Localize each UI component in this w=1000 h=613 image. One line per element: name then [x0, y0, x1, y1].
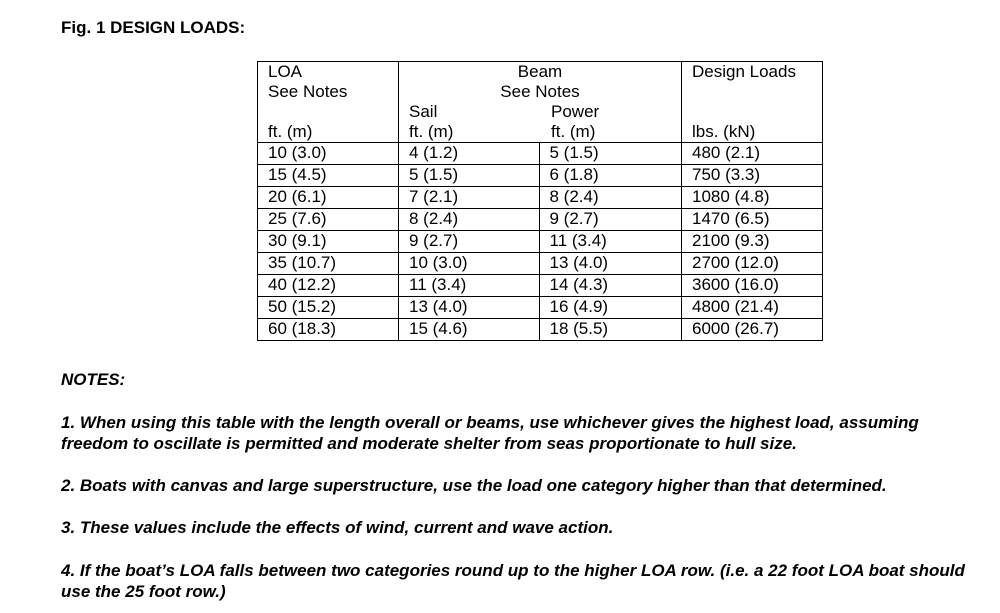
power-cell: 13 (4.0) — [539, 253, 682, 275]
load-cell: 3600 (16.0) — [682, 275, 823, 297]
loads-unit: lbs. (kN) — [682, 122, 823, 143]
sail-cell: 10 (3.0) — [399, 253, 540, 275]
notes-title: NOTES: — [61, 370, 126, 389]
loa-cell: 35 (10.7) — [258, 253, 399, 275]
note-item: 4. If the boat’s LOA falls between two categories round up to the higher LOA row. (i.e. a 22 foot LOA boat should use the 25 foot row.) — [61, 561, 965, 601]
table-row — [258, 165, 823, 187]
power-cell: 8 (2.4) — [539, 187, 682, 209]
load-cell: 750 (3.3) — [682, 165, 823, 187]
table-row — [258, 297, 823, 319]
table-header-row-1 — [258, 62, 823, 103]
sail-cell: 9 (2.7) — [399, 231, 540, 253]
load-cell: 2700 (12.0) — [682, 253, 823, 275]
power-cell: 5 (1.5) — [539, 143, 682, 165]
loa-cell: 50 (15.2) — [258, 297, 399, 319]
table-unit-row — [258, 122, 823, 143]
power-cell: 9 (2.7) — [539, 209, 682, 231]
load-cell: 1080 (4.8) — [682, 187, 823, 209]
table-row — [258, 209, 823, 231]
sail-unit: ft. (m) — [399, 122, 540, 143]
table-row — [258, 319, 823, 341]
figure-title: Fig. 1 DESIGN LOADS: — [61, 18, 246, 37]
table-row — [258, 275, 823, 297]
sail-cell: 11 (3.4) — [399, 275, 540, 297]
loa-unit: ft. (m) — [258, 122, 399, 143]
load-cell: 2100 (9.3) — [682, 231, 823, 253]
note-item: 3. These values include the effects of wind, current and wave action. — [61, 518, 614, 537]
power-cell: 16 (4.9) — [539, 297, 682, 319]
sail-header-label: Sail — [409, 102, 438, 121]
load-cell: 4800 (21.4) — [682, 297, 823, 319]
power-header — [539, 102, 682, 122]
sail-cell: 13 (4.0) — [399, 297, 540, 319]
power-cell: 14 (4.3) — [539, 275, 682, 297]
loads-header-line1: Design Loads — [692, 62, 796, 81]
beam-header-line1: Beam — [517, 62, 563, 81]
beam-header — [399, 62, 682, 103]
beam-header-line2: See Notes — [500, 82, 580, 101]
load-cell: 6000 (26.7) — [682, 319, 823, 341]
table-row — [258, 231, 823, 253]
power-unit: ft. (m) — [539, 122, 682, 143]
loa-header-line2: See Notes — [268, 82, 348, 101]
loa-cell: 10 (3.0) — [258, 143, 399, 165]
note-item: 2. Boats with canvas and large superstructure, use the load one category higher than that determined. — [61, 476, 887, 495]
power-cell: 18 (5.5) — [539, 319, 682, 341]
power-header-label: Power — [551, 102, 600, 121]
loa-header-line1: LOA — [268, 62, 303, 81]
power-cell: 11 (3.4) — [539, 231, 682, 253]
sail-cell: 8 (2.4) — [399, 209, 540, 231]
load-cell: 1470 (6.5) — [682, 209, 823, 231]
power-cell: 6 (1.8) — [539, 165, 682, 187]
loa-header — [258, 62, 399, 123]
table-row — [258, 253, 823, 275]
loa-cell: 25 (7.6) — [258, 209, 399, 231]
loa-cell: 30 (9.1) — [258, 231, 399, 253]
sail-cell: 7 (2.1) — [399, 187, 540, 209]
loa-cell: 20 (6.1) — [258, 187, 399, 209]
sail-cell: 15 (4.6) — [399, 319, 540, 341]
sail-cell: 4 (1.2) — [399, 143, 540, 165]
table-row — [258, 187, 823, 209]
load-cell: 480 (2.1) — [682, 143, 823, 165]
table-row — [258, 143, 823, 165]
design-loads-table — [257, 61, 823, 341]
note-item: 1. When using this table with the length overall or beams, use whichever gives the highest load, assuming freedom to oscillate is permitted and moderate shelter from seas proportionate to hull size. — [61, 413, 919, 453]
loa-cell: 40 (12.2) — [258, 275, 399, 297]
loa-cell: 60 (18.3) — [258, 319, 399, 341]
sail-cell: 5 (1.5) — [399, 165, 540, 187]
loads-header — [682, 62, 823, 123]
sail-header — [399, 102, 540, 122]
loa-cell: 15 (4.5) — [258, 165, 399, 187]
